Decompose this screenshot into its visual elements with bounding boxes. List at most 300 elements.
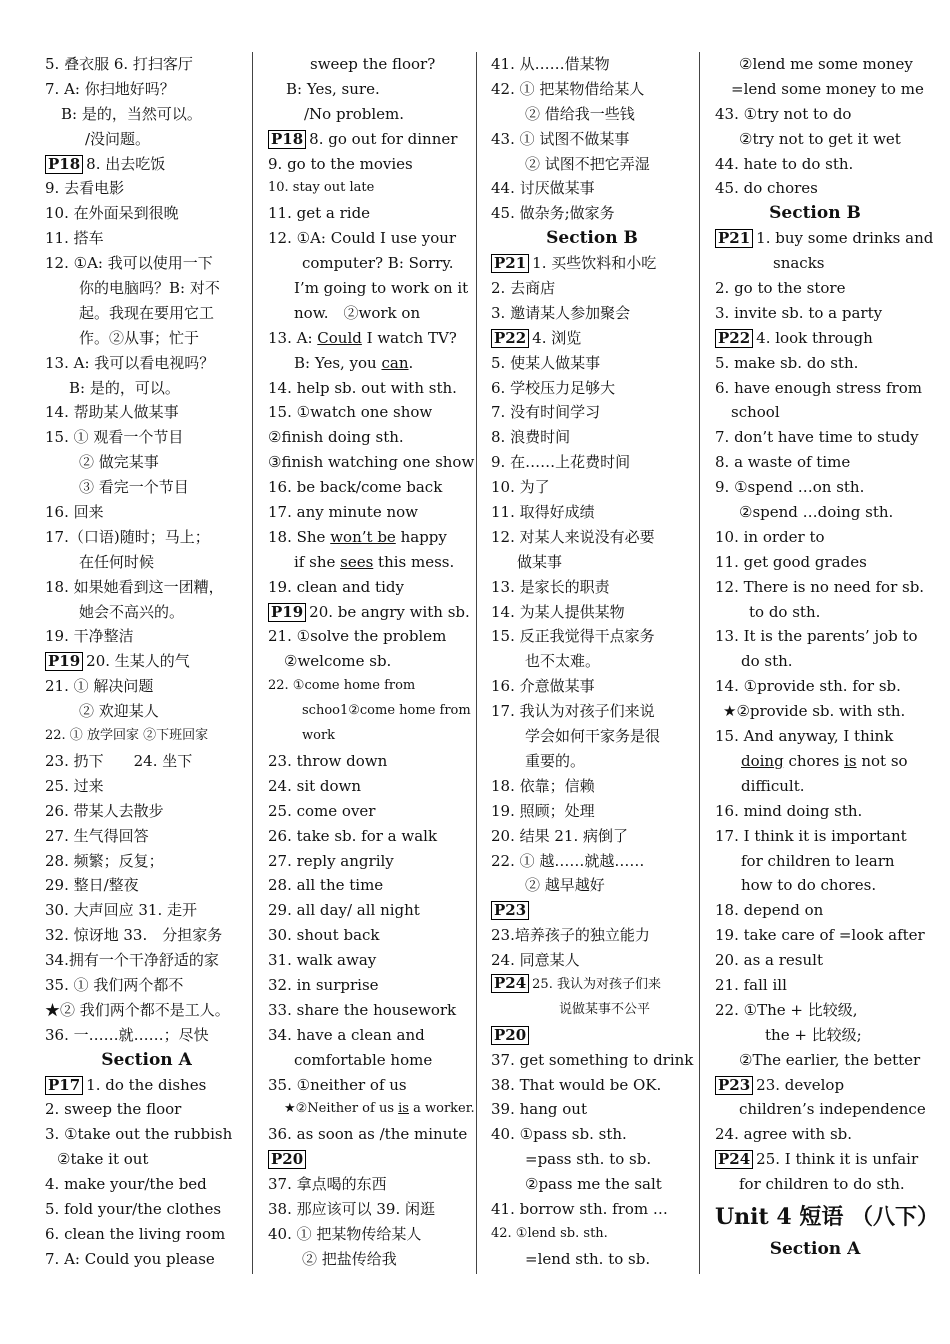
phrase-line [715, 77, 924, 102]
phrase-line [715, 799, 915, 824]
line-text: schoo1②come home from [302, 703, 471, 719]
page-ref-badge: P19 [45, 652, 83, 671]
line-text: 11. 搭车 [45, 229, 104, 248]
phrase-line [268, 1197, 468, 1222]
line-text: 19. clean and tidy [268, 577, 404, 596]
phrase-line [715, 649, 915, 674]
phrase-line [268, 301, 468, 326]
line-text: 5. 叠衣服 6. 打扫客厅 [45, 55, 193, 73]
line-text: 5. make sb. do sth. [715, 353, 859, 372]
phrase-line [491, 376, 693, 401]
phrase-line [491, 749, 693, 774]
phrase-line [45, 326, 248, 351]
phrase-line [715, 1122, 915, 1147]
line-text: Section A [769, 1238, 861, 1259]
line-text: work [302, 728, 336, 744]
line-text: 19. take care of =look after [715, 926, 925, 945]
line-text: ③finish watching one show [268, 453, 475, 472]
phrase-line [491, 998, 693, 1023]
phrase-line [45, 1247, 248, 1272]
phrase-line [491, 699, 693, 724]
phrase-line [715, 824, 915, 849]
line-text: 21. ①solve the problem [268, 627, 447, 646]
phrase-line [268, 251, 468, 276]
phrase-line [268, 525, 468, 550]
phrase-line [45, 1073, 248, 1098]
phrase-line [45, 176, 248, 201]
line-text: 42. ①lend sb. sth. [491, 1225, 608, 1241]
phrase-line [715, 500, 915, 525]
line-text: computer? B: Sorry. [302, 254, 454, 273]
column-2 [268, 52, 475, 1274]
phrase-line [268, 52, 468, 77]
line-text: 重要的。 [525, 751, 586, 770]
line-text: 3. invite sb. to a party [715, 303, 883, 322]
phrase-line [715, 1023, 915, 1048]
phrase-line [45, 276, 248, 301]
line-text: 7. don’t have time to study [715, 428, 919, 447]
phrase-line [715, 1097, 926, 1122]
phrase-line [45, 873, 248, 898]
phrase-line [715, 973, 915, 998]
page-ref-badge: P23 [715, 1076, 753, 1095]
line-text: 5. fold your/the clothes [45, 1199, 222, 1218]
line-text: difficult. [741, 776, 805, 795]
phrase-line [715, 351, 915, 376]
phrase-line [268, 849, 468, 874]
phrase-line [268, 1172, 468, 1197]
line-text: Section B [769, 203, 861, 224]
line-text: ② 欢迎某人 [79, 702, 159, 721]
line-text: 21. fall ill [715, 975, 787, 994]
line-text: =pass sth. to sb. [525, 1150, 652, 1169]
phrase-line [45, 674, 248, 699]
phrase-line [268, 77, 468, 102]
phrase-line [45, 201, 248, 226]
line-text: ②lend me some money [739, 55, 913, 73]
line-text: 2. go to the store [715, 279, 846, 298]
line-text: 44. hate to do sth. [715, 154, 854, 173]
line-text: 10. 为了 [491, 478, 550, 497]
line-text: 26. 带某人去散步 [45, 801, 164, 820]
phrase-line [491, 1048, 693, 1073]
phrase-line [45, 799, 248, 824]
phrase-line [45, 475, 248, 500]
line-text: 12. ①A: Could I use your [268, 229, 457, 248]
phrase-line [268, 500, 468, 525]
phrase-line [715, 376, 922, 401]
phrase-line [45, 1023, 248, 1048]
phrase-line [268, 699, 471, 724]
underlined-word: is [398, 1101, 409, 1117]
text-segment: happy [395, 527, 447, 546]
text-segment: not so [856, 751, 908, 770]
phrase-line [715, 301, 915, 326]
phrase-line [268, 1073, 468, 1098]
phrase-line [268, 1147, 468, 1172]
phrase-line [491, 1247, 693, 1272]
line-text: ②take it out [57, 1150, 149, 1169]
phrase-line [268, 824, 468, 849]
column-divider [252, 52, 253, 1274]
line-text: 25. 过来 [45, 776, 104, 795]
line-text: to do sth. [749, 602, 821, 621]
phrase-line [491, 799, 693, 824]
line-text: 在任何时候 [79, 552, 155, 571]
phrase-line [45, 649, 248, 674]
phrase-line [45, 824, 248, 849]
line-text: B: 是的，当然可以。 [61, 104, 202, 123]
column-4 [715, 52, 939, 1274]
line-text: 35. ① 我们两个都不 [45, 975, 184, 994]
line-text: 37. 拿点喝的东西 [268, 1175, 387, 1194]
line-text: 22. ①come home from [268, 678, 416, 694]
line-text: 24. 同意某人 [491, 951, 580, 970]
phrase-line [268, 1097, 475, 1122]
phrase-line [268, 948, 468, 973]
line-text: 34. have a clean and [268, 1025, 425, 1044]
phrase-line [491, 351, 693, 376]
phrase-line [45, 998, 248, 1023]
phrase-line [45, 127, 248, 152]
phrase-line [491, 575, 693, 600]
page-ref-badge: P19 [268, 603, 306, 622]
line-text: 10. 在外面呆到很晚 [45, 204, 179, 223]
phrase-line [715, 898, 915, 923]
line-text: ★② 我们两个都不是工人。 [45, 1000, 230, 1019]
phrase-line [715, 774, 915, 799]
section-heading [45, 1048, 248, 1073]
phrase-line [45, 301, 248, 326]
line-text: 20. be angry with sb. [309, 602, 470, 621]
line-text: 24. agree with sb. [715, 1125, 853, 1144]
page-ref-badge: P20 [491, 1026, 529, 1045]
page-ref-badge: P22 [491, 329, 529, 348]
line-text: 27. 生气得回答 [45, 826, 149, 845]
text-segment: 13. A: [268, 328, 318, 347]
line-text: 7. A: 你扫地好吗？ [45, 79, 175, 98]
page-ref-badge: P21 [491, 254, 529, 273]
line-text: 7. A: Could you please [45, 1249, 215, 1268]
phrase-line [268, 873, 468, 898]
column-divider [699, 52, 700, 1274]
column-3 [491, 52, 693, 1274]
phrase-line [715, 575, 925, 600]
line-text: 8. go out for dinner [309, 129, 458, 148]
phrase-line [268, 176, 468, 201]
text-segment: if she [294, 552, 341, 571]
phrase-line [491, 923, 693, 948]
line-text: 15. ① 观看一个节目 [45, 428, 184, 447]
phrase-line [715, 525, 915, 550]
line-text: the + 比较级; [765, 1025, 862, 1044]
phrase-line [45, 226, 248, 251]
line-text: B: 是的，可以。 [69, 378, 180, 397]
phrase-line [268, 799, 468, 824]
phrase-line [491, 824, 693, 849]
line-text: 3. ①take out the rubbish [45, 1125, 233, 1144]
line-text: 你的电脑吗？B: 对不 [79, 279, 220, 298]
line-text: 23.培养孩子的独立能力 [491, 926, 650, 945]
phrase-line [268, 724, 468, 749]
line-text: snacks [773, 254, 825, 273]
phrase-line [45, 849, 248, 874]
phrase-line [491, 1073, 693, 1098]
phrase-line [491, 500, 693, 525]
line-text: 13. A: 我可以看电视吗？ [45, 353, 215, 372]
phrase-line [715, 450, 915, 475]
phrase-line [491, 873, 693, 898]
line-text: 20. as a result [715, 951, 823, 970]
line-text: 22. ①The + 比较级, [715, 1000, 858, 1019]
line-text: B: Yes, sure. [286, 79, 380, 98]
line-text: do sth. [741, 652, 793, 671]
phrase-line [715, 873, 915, 898]
line-text: 4. look through [756, 328, 873, 347]
phrase-line [491, 450, 693, 475]
line-text: 19. 照顾；处理 [491, 801, 595, 820]
phrase-line [268, 1247, 468, 1272]
phrase-line [268, 201, 468, 226]
line-text: 也不太难。 [525, 652, 601, 671]
phrase-line [491, 400, 693, 425]
line-text: 38. 那应该可以 39. 闲逛 [268, 1199, 436, 1218]
line-text: 34.拥有一个干净舒适的家 [45, 951, 219, 970]
page-ref-badge: P23 [491, 901, 529, 920]
phrase-line [491, 898, 693, 923]
page-ref-badge: P17 [45, 1076, 83, 1095]
line-text: 28. all the time [268, 876, 384, 895]
phrase-line [491, 425, 693, 450]
page-ref-badge: P20 [268, 1150, 306, 1169]
line-text: 33. share the housework [268, 1000, 457, 1019]
phrase-line [491, 973, 693, 998]
line-text: 8. 浪费时间 [491, 428, 571, 447]
line-text: 36. as soon as /the minute [268, 1125, 468, 1144]
phrase-line [268, 550, 468, 575]
line-text: 30. shout back [268, 926, 380, 945]
text-segment: ★②Neither of us [284, 1101, 399, 1117]
text-segment: a worker. [408, 1101, 475, 1117]
line-text: 17.（口语)随时；马上； [45, 527, 210, 546]
line-text: ②The earlier, the better [739, 1050, 921, 1069]
line-text: ③ 看完一个节目 [79, 478, 189, 497]
line-text: 9. 去看电影 [45, 179, 125, 198]
line-text: Unit 4 短语 （八下） [715, 1203, 939, 1230]
line-text: 32. in surprise [268, 975, 379, 994]
line-text: 25. 我认为对孩子们来 [532, 976, 661, 992]
column-divider [476, 52, 477, 1274]
phrase-line [491, 849, 693, 874]
line-text: how to do chores. [741, 876, 877, 895]
phrase-line [491, 1023, 693, 1048]
phrase-line [268, 326, 468, 351]
line-text: 25. come over [268, 801, 376, 820]
line-text: 10. in order to [715, 527, 825, 546]
phrase-line [491, 276, 693, 301]
phrase-line [715, 699, 915, 724]
line-text: for children to do sth. [739, 1175, 905, 1194]
phrase-line [268, 376, 468, 401]
line-text: 31. walk away [268, 951, 377, 970]
phrase-line [45, 525, 248, 550]
line-text: 1. buy some drinks and [756, 229, 934, 248]
line-text: I’m going to work on it [294, 279, 469, 298]
line-text: 16. 介意做某事 [491, 677, 595, 696]
phrase-line [268, 102, 468, 127]
phrase-line [45, 351, 248, 376]
line-text: 说做某事不公平 [559, 1001, 651, 1017]
page-ref-badge: P24 [715, 1150, 753, 1169]
phrase-line [45, 500, 248, 525]
line-text: 14. 帮助某人做某事 [45, 403, 179, 422]
phrase-line [268, 923, 468, 948]
phrase-line [268, 1122, 468, 1147]
phrase-line [715, 276, 915, 301]
line-text: now. ②work on [294, 303, 421, 322]
phrase-line [715, 1172, 915, 1197]
phrase-line [715, 1073, 915, 1098]
page-ref-badge: P24 [491, 974, 529, 993]
phrase-line [268, 575, 468, 600]
phrase-line [45, 102, 248, 127]
phrase-line [715, 998, 915, 1023]
line-text: 43. ① 试图不做某事 [491, 129, 630, 148]
line-text: /No problem. [304, 104, 405, 123]
phrase-line [45, 1147, 248, 1172]
line-text: 22. ① 放学回家 ②下班回家 [45, 728, 209, 744]
section-heading [715, 201, 915, 226]
line-text: ★②provide sb. with sth. [723, 702, 906, 721]
phrase-line [491, 127, 693, 152]
phrase-line [268, 425, 468, 450]
phrase-line [268, 998, 468, 1023]
line-text: 29. 整日/整夜 [45, 876, 139, 895]
line-text: 15. 反正我觉得干点家务 [491, 627, 655, 646]
phrase-line [715, 52, 915, 77]
line-text: 17. 我认为对孩子们来说 [491, 702, 655, 721]
text-segment: chores [783, 751, 845, 770]
phrase-line [491, 550, 693, 575]
line-text: 23. throw down [268, 751, 388, 770]
page-ref-badge: P18 [268, 130, 306, 149]
line-text: 15. And anyway, I think [715, 727, 894, 746]
phrase-line [268, 600, 468, 625]
phrase-line [268, 898, 468, 923]
line-text: 10. stay out late [268, 180, 375, 196]
line-text: 9. go to the movies [268, 154, 413, 173]
line-text: 40. ①pass sb. sth. [491, 1125, 627, 1144]
phrase-line [45, 77, 248, 102]
phrase-line [491, 475, 693, 500]
line-text: ② 借给我一些钱 [525, 104, 635, 123]
phrase-line [715, 550, 915, 575]
phrase-line [45, 749, 248, 774]
column-1 [45, 52, 248, 1274]
line-text: 3. 邀请某人参加聚会 [491, 303, 631, 322]
line-text: 25. I think it is unfair [756, 1150, 919, 1169]
line-text: 15. ①watch one show [268, 403, 433, 422]
line-text: 14. 为某人提供某物 [491, 602, 625, 621]
phrase-line [491, 1122, 693, 1147]
line-text: 9. ①spend …on sth. [715, 478, 865, 497]
phrase-line [45, 425, 248, 450]
phrase-line [715, 1147, 919, 1172]
phrase-line [715, 724, 915, 749]
line-text: ②spend …doing sth. [739, 503, 894, 522]
line-text: 17. I think it is important [715, 826, 907, 845]
line-text: 45. 做杂务;做家务 [491, 204, 615, 223]
phrase-line [45, 600, 248, 625]
underlined-word: doing [741, 751, 784, 770]
phrase-line [45, 1097, 248, 1122]
line-text: 12. There is no need for sb. [715, 577, 925, 596]
phrase-line [715, 425, 919, 450]
phrase-line [268, 774, 468, 799]
line-text: 5. 使某人做某事 [491, 353, 601, 372]
line-text: for children to learn [741, 851, 895, 870]
phrase-line [45, 699, 248, 724]
underlined-word: is [844, 751, 857, 770]
line-text: ②try not to get it wet [739, 129, 901, 148]
phrase-line [491, 1172, 693, 1197]
line-text: =lend sth. to sb. [525, 1249, 651, 1268]
text-segment: this mess. [373, 552, 455, 571]
phrase-line [45, 251, 248, 276]
line-text: 学会如何干家务是很 [525, 727, 661, 746]
phrase-line [491, 1097, 693, 1122]
line-text: 9. 在……上花费时间 [491, 453, 631, 472]
line-text: 21. ① 解决问题 [45, 677, 154, 696]
phrase-line [491, 301, 693, 326]
line-text: 7. 没有时间学习 [491, 403, 601, 422]
phrase-line [268, 276, 468, 301]
line-text: 起。我现在要用它工 [79, 303, 215, 322]
line-text: 13. It is the parents’ job to [715, 627, 918, 646]
phrase-line [268, 973, 468, 998]
phrase-line [268, 152, 468, 177]
line-text: ②pass me the salt [525, 1175, 662, 1194]
line-text: 16. mind doing sth. [715, 801, 863, 820]
phrase-line [491, 176, 693, 201]
line-text: 作。②从事；忙于 [79, 328, 200, 347]
line-text: 19. 干净整洁 [45, 627, 134, 646]
phrase-line [45, 1172, 248, 1197]
phrase-line [715, 251, 915, 276]
phrase-line [268, 1222, 468, 1247]
phrase-line [715, 1048, 921, 1073]
section-heading [715, 1237, 915, 1262]
phrase-line [268, 127, 468, 152]
phrase-line [491, 152, 693, 177]
line-text: 16. 回来 [45, 503, 104, 522]
phrase-line [45, 923, 248, 948]
phrase-line [715, 948, 915, 973]
phrase-line [715, 176, 915, 201]
phrase-line [715, 624, 918, 649]
phrase-line [715, 749, 915, 774]
phrase-line [268, 1023, 468, 1048]
text-segment: I watch TV? [361, 328, 457, 347]
phrase-line [491, 251, 693, 276]
phrase-line [45, 898, 248, 923]
phrase-line [45, 1122, 248, 1147]
page-ref-badge: P18 [45, 155, 83, 174]
page-ref-badge: P22 [715, 329, 753, 348]
phrase-line [268, 1048, 468, 1073]
line-text: 45. do chores [715, 179, 818, 198]
line-text: 4. 浏览 [532, 328, 582, 347]
